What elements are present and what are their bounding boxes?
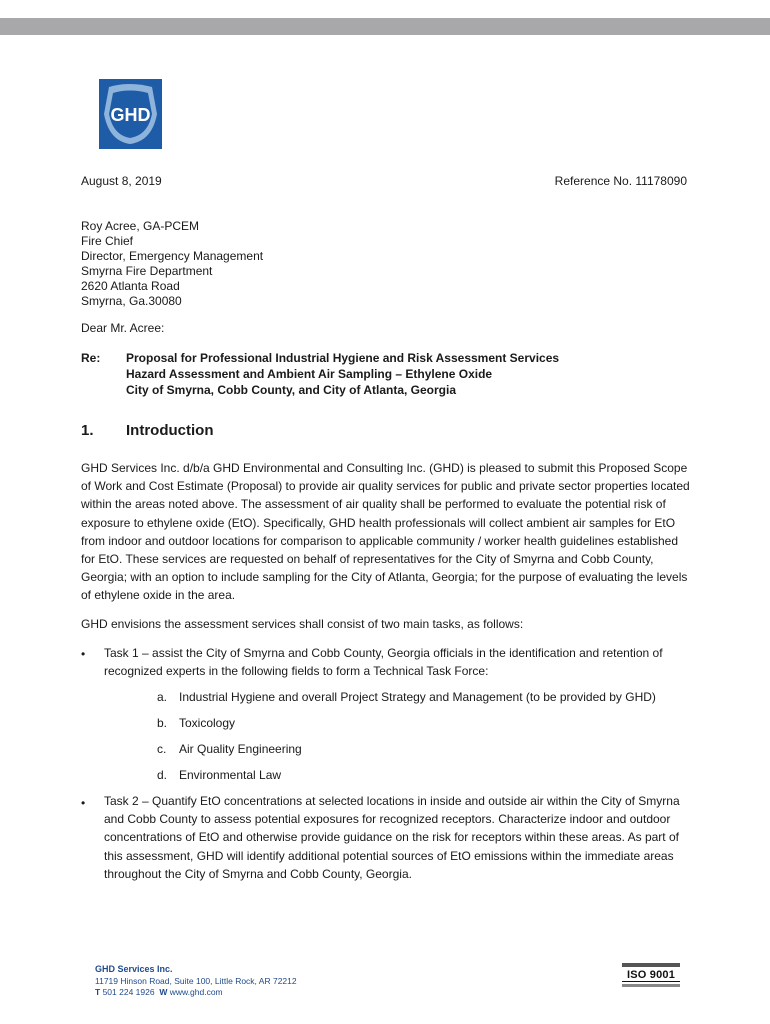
section-number: 1. (81, 422, 94, 439)
phone-label: T (95, 987, 101, 997)
address-line: Roy Acree, GA-PCEM (81, 219, 200, 233)
task-2-text: Task 2 – Quantify EtO concentrations at selected locations in inside and outside air within the City of Smyrna and Cobb County to assess potential exposures for recognized receptors. Characterize indoor and outdoor concentrations of EtO and otherwise provide guidance on the risk for receptors within these areas. As part of this assessment, GHD will identify additional potential sources of EtO emissions within the immediate areas throughout the City of Smyrna and Cobb County, Georgia. (104, 794, 680, 881)
web-label: W (159, 987, 168, 997)
footer-company: GHD Services Inc. (95, 964, 173, 974)
reference-number: Reference No. 11178090 (554, 174, 687, 188)
subitem-text: Air Quality Engineering (179, 742, 302, 756)
re-line: Hazard Assessment and Ambient Air Sampling – Ethylene Oxide (126, 367, 493, 381)
recipient-address (81, 219, 263, 309)
re-label: Re: (81, 351, 101, 365)
top-banner (0, 0, 770, 34)
logo-text: GHD (110, 105, 151, 125)
iso-badge-top-bar (622, 963, 680, 967)
address-line: Smyrna, Ga.30080 (81, 294, 182, 308)
task-1-text: Task 1 – assist the City of Smyrna and Cobb County, Georgia officials in the identification and retention of recognized experts in the following fields to form a Technical Task Force: (104, 646, 663, 679)
iso-badge-text: ISO 9001 (626, 969, 676, 981)
intro-paragraph: GHD Services Inc. d/b/a GHD Environmental and Consulting Inc. (GHD) is pleased to submit this Proposed Scope of Work and Cost Estimate (Proposal) to provide air quality services for public and private sector properties located within the areas noted above. The assessment of air quality shall be performed to evaluate the potential risk of exposure to ethylene oxide (EtO). Specifically, GHD health professionals will collect ambient air samples for EtO from indoor and outdoor locations for comparison to applicable community / worker health guidelines established for EtO. These services are requested on behalf of representatives for the City of Smyrna and Cobb County, Georgia; with an option to include sampling for the City of Atlanta, Georgia; for the purpose of evaluating the levels of ethylene oxide in the area. (81, 461, 690, 603)
website-link[interactable]: www.ghd.com (169, 987, 223, 997)
tasks-intro: GHD envisions the assessment services shall consist of two main tasks, as follows: (81, 617, 524, 631)
re-line: Proposal for Professional Industrial Hygiene and Risk Assessment Services (126, 351, 560, 365)
footer-address: 11719 Hinson Road, Suite 100, Little Rock, AR 72212 (95, 976, 297, 986)
subitem-text: Industrial Hygiene and overall Project Strategy and Management (to be provided by GHD) (179, 690, 656, 704)
salutation: Dear Mr. Acree: (81, 321, 165, 335)
iso-badge-bottom-bar (622, 984, 680, 987)
subitem-letter: a. (157, 690, 168, 704)
footer-contact (95, 987, 223, 998)
top-banner-band (0, 18, 770, 35)
subitem-letter: d. (157, 768, 168, 782)
subitem-text: Toxicology (179, 716, 236, 730)
address-line: Director, Emergency Management (81, 249, 264, 263)
re-line: City of Smyrna, Cobb County, and City of Atlanta, Georgia (126, 383, 457, 397)
ghd-logo (99, 79, 162, 149)
address-line: 2620 Atlanta Road (81, 279, 180, 293)
bullet-icon: • (81, 796, 86, 810)
address-line: Fire Chief (81, 234, 134, 248)
subitem-letter: c. (157, 742, 167, 756)
iso-9001-badge (622, 963, 680, 989)
phone-number: 501 224 1926 (102, 987, 155, 997)
subitem-text: Environmental Law (179, 768, 282, 782)
bullet-icon: • (81, 647, 86, 661)
letter-date: August 8, 2019 (81, 174, 162, 188)
address-line: Smyrna Fire Department (81, 264, 213, 278)
re-subject (126, 351, 559, 399)
subitem-letter: b. (157, 716, 168, 730)
iso-badge-rule (622, 981, 680, 982)
section-title: Introduction (126, 422, 214, 439)
